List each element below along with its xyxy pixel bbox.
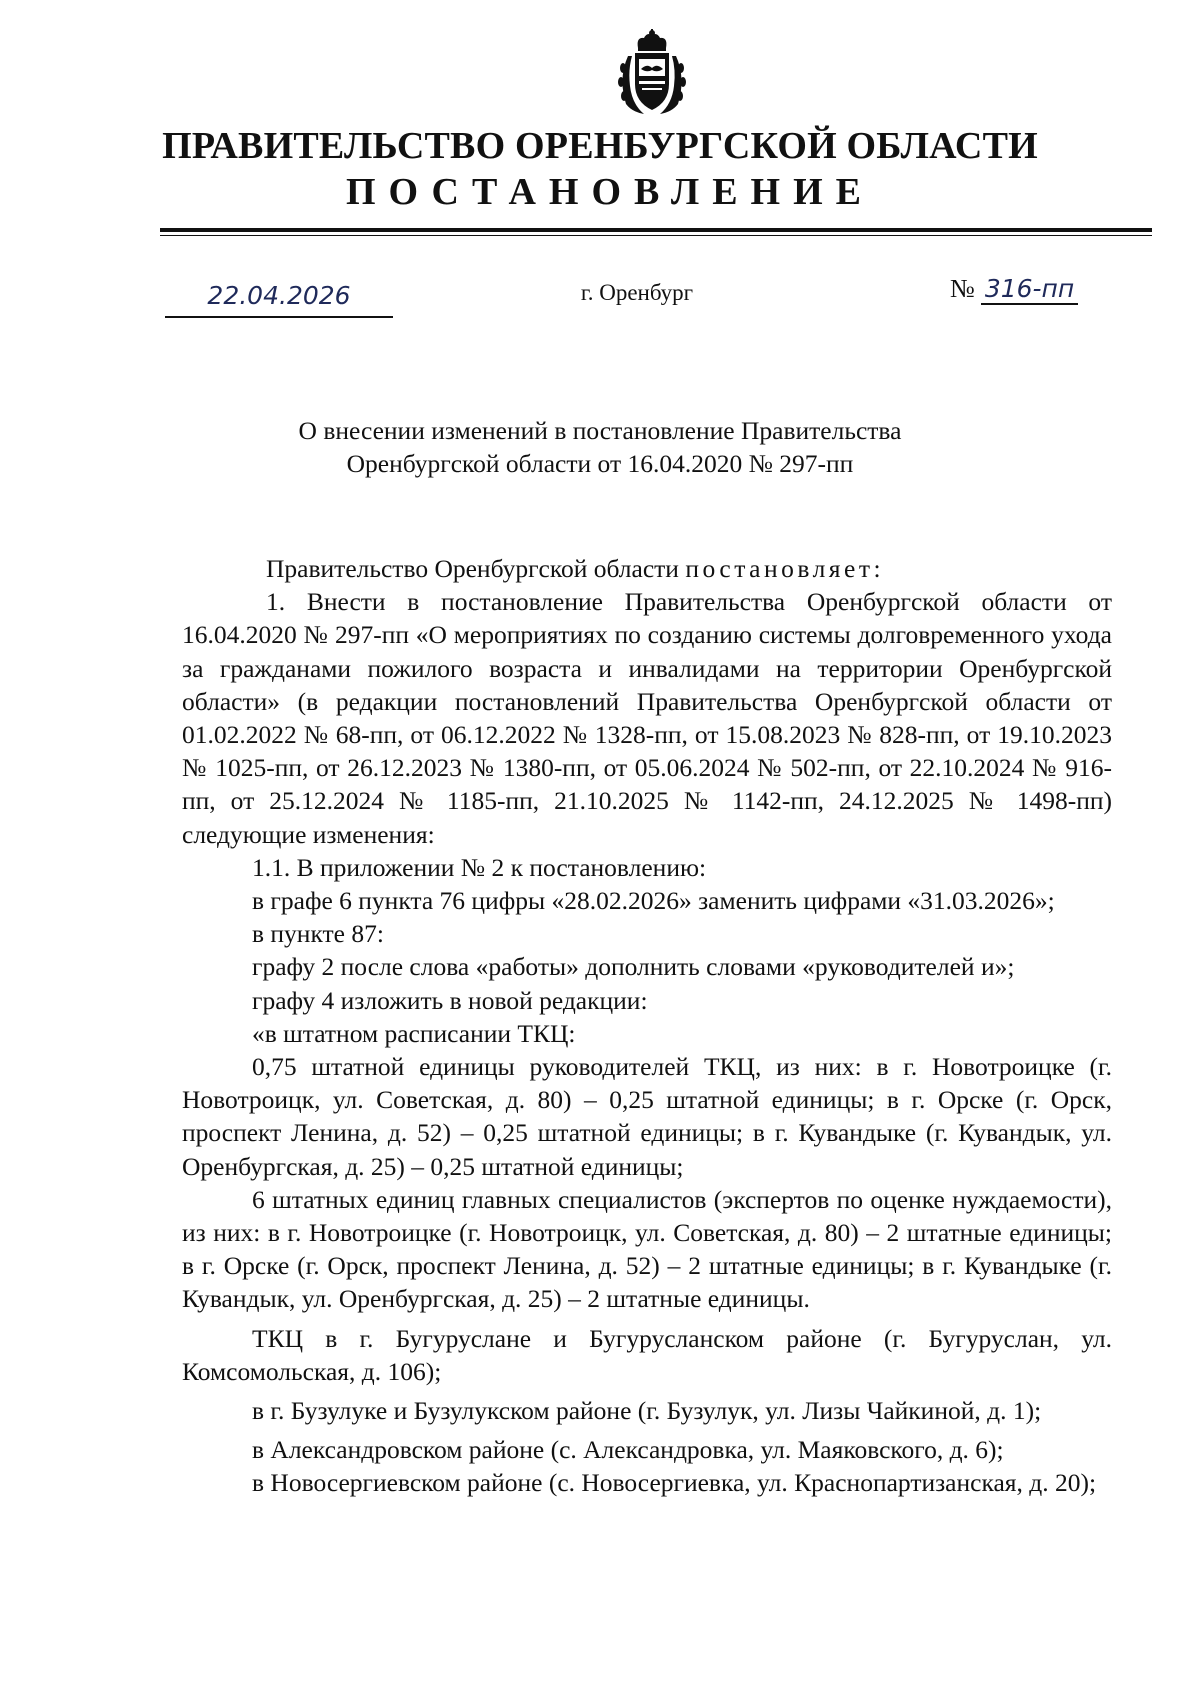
paragraph-1: 1. Внести в постановление Правительства Оренбургской области от 16.04.2020 № 297-пп «О мероприятиях по созданию системы долговременного ухода за гражданами пожилого возраста и инвалидами на территории Оренбургской области» (в редакции постановлений Правительства Оренбургской области от 01.02.2022 № 68-пп, от 06.12.2022 № 1328-пп, от 15.08.2023 № 828-пп, от 19.10.2023 № 1025-пп, от 26.12.2023 № 1380-пп, от 05.06.2024 № 502-пп, от 22.10.2024 № 916-пп, от 25.12.2024 № 1185-пп, 21.10.2025 № 1142-пп, 24.12.2025 № 1498-пп) следующие изменения: bbox=[182, 587, 1112, 849]
coat-of-arms-icon bbox=[614, 26, 690, 118]
number-value: 316-пп bbox=[981, 274, 1078, 305]
title-line-2: Оренбургской области от 16.04.2020 № 297-пп bbox=[346, 449, 854, 478]
paragraph-item-76: в графе 6 пункта 76 цифры «28.02.2026» заменить цифрами «31.03.2026»; bbox=[252, 886, 1055, 916]
paragraph-1-1: 1.1. В приложении № 2 к постановлению: bbox=[252, 852, 707, 882]
intro-paragraph bbox=[182, 552, 1112, 585]
document-title bbox=[0, 414, 1200, 480]
paragraph-buzuluk: в г. Бузулуке и Бузулукском районе (г. Бузулук, ул. Лизы Чайкиной, д. 1); bbox=[252, 1396, 1042, 1426]
document-body bbox=[182, 552, 1112, 1500]
document-type: ПОСТАНОВЛЕНИЕ bbox=[345, 171, 875, 213]
number-label: № bbox=[950, 274, 975, 303]
paragraph-managers: 0,75 штатной единицы руководителей ТКЦ, из них: в г. Новотроицке (г. Новотроицк, ул. Советская, д. 80) – 0,25 штатной единицы; в г. Орске (г. Орск, проспект Ленина, д. 52) – 0,25 штатной единицы; в г. Кувандыке (г. Кувандык, ул. Оренбургская, д. 25) – 0,25 штатной единицы; bbox=[182, 1052, 1112, 1181]
header-divider-thin bbox=[160, 235, 1152, 236]
paragraph-item-87: в пункте 87: bbox=[252, 919, 384, 949]
paragraph-buguruslan: ТКЦ в г. Бугуруслане и Бугурусланском районе (г. Бугуруслан, ул. Комсомольская, д. 106); bbox=[182, 1323, 1112, 1386]
paragraph-column-2: графу 2 после слова «работы» дополнить словами «руководителей и»; bbox=[252, 952, 1015, 982]
intro-verb: постановляет: bbox=[685, 554, 885, 583]
intro-subject: Правительство Оренбургской области bbox=[266, 554, 679, 583]
header-divider bbox=[160, 228, 1152, 232]
paragraph-staff-heading: «в штатном расписании ТКЦ: bbox=[252, 1018, 576, 1048]
paragraph-aleksandrovsky: в Александровском районе (с. Александровка, ул. Маяковского, д. 6); bbox=[252, 1435, 1004, 1465]
paragraph-specialists: 6 штатных единиц главных специалистов (экспертов по оценке нуждаемости), из них: в г. Новотроицке (г. Новотроицк, ул. Советская, д. 80) – 2 штатные единицы; в г. Орске (г. Орск, проспект Ленина, д. 52) – 2 штатные единицы; в г. Кувандыке (г. Кувандык, ул. Оренбургская, д. 25) – 2 штатные единицы. bbox=[182, 1184, 1112, 1314]
document-city: г. Оренбург bbox=[580, 280, 694, 305]
title-line-1: О внесении изменений в постановление Правительства bbox=[298, 416, 902, 445]
document-date: 22.04.2026 bbox=[165, 276, 393, 318]
shield-icon bbox=[635, 53, 669, 110]
crown-icon bbox=[638, 29, 667, 51]
paragraph-novosergievsky: в Новосергиевском районе (с. Новосергиевка, ул. Краснопартизанская, д. 20); bbox=[252, 1468, 1097, 1498]
government-name: ПРАВИТЕЛЬСТВО ОРЕНБУРГСКОЙ ОБЛАСТИ bbox=[162, 125, 1038, 167]
paragraph-column-4: графу 4 изложить в новой редакции: bbox=[252, 985, 648, 1015]
document-number bbox=[950, 274, 1078, 305]
